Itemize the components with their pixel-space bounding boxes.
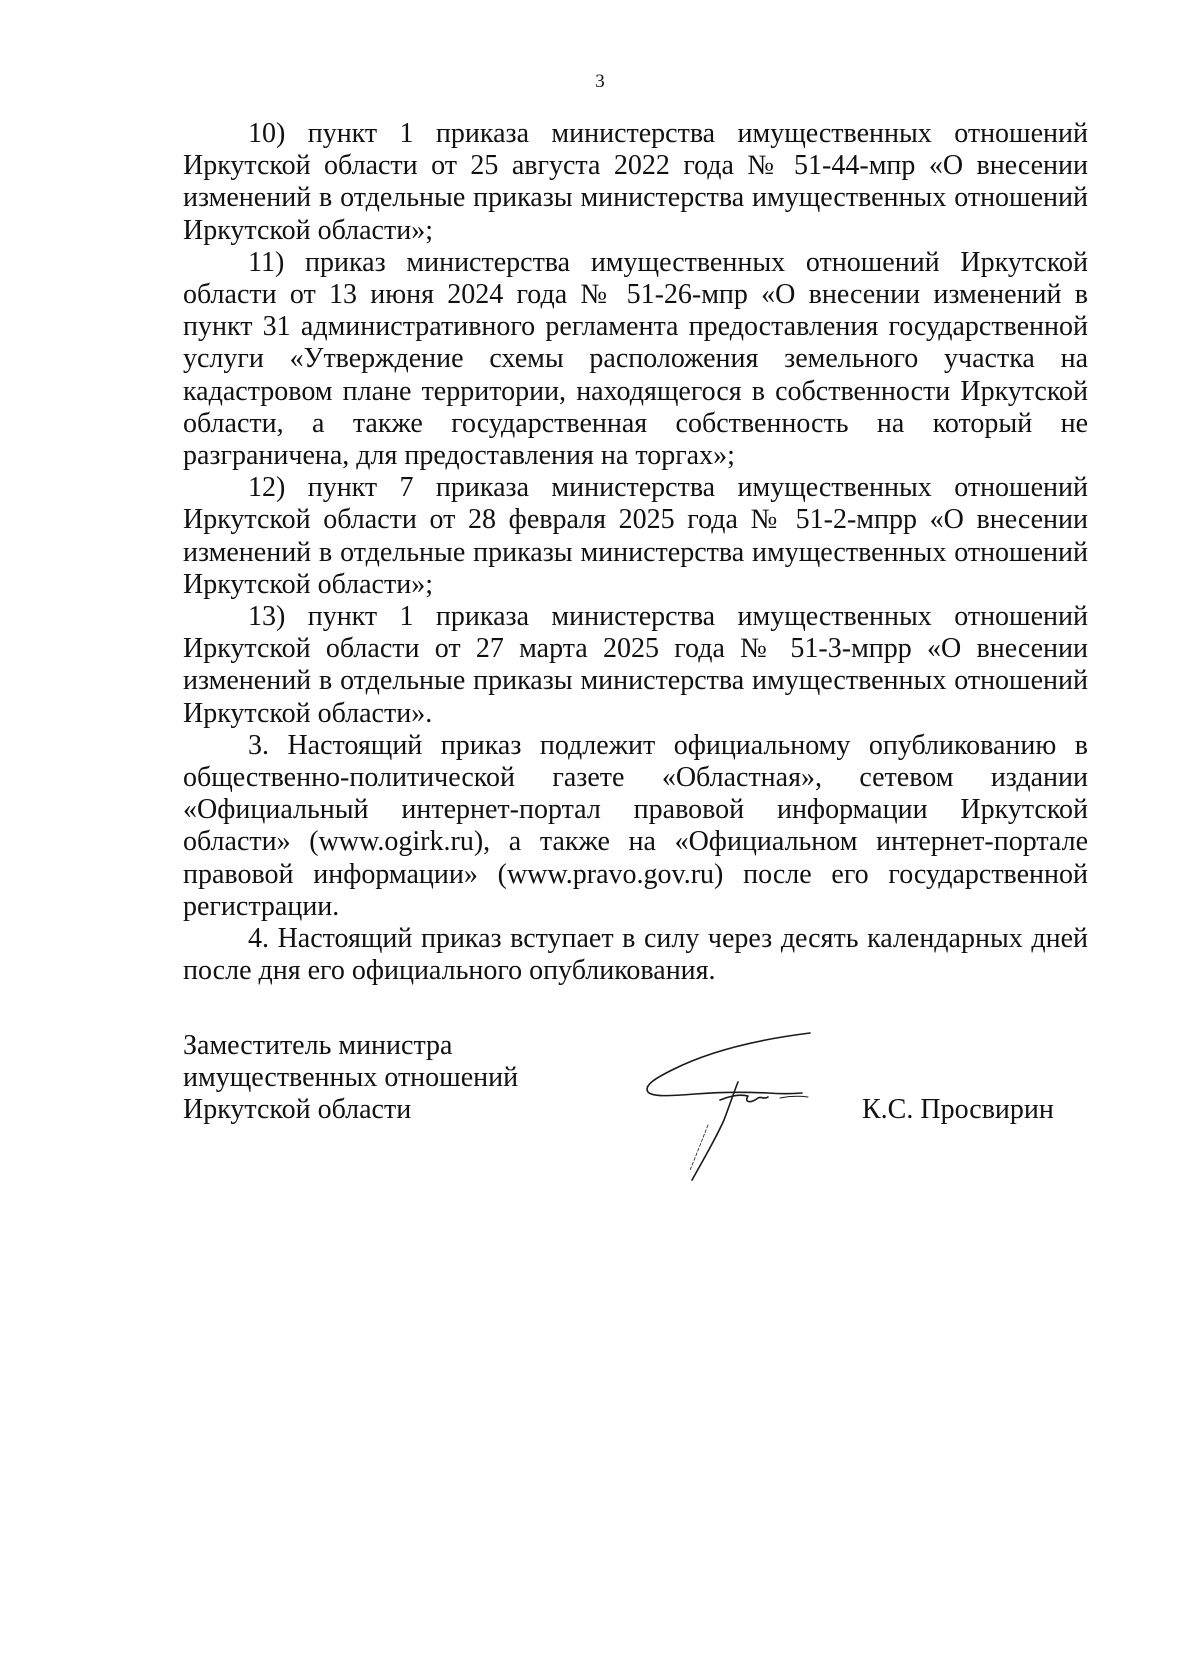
handwritten-signature: [640, 1030, 840, 1190]
clause-4-effective-date: 4. Настоящий приказ вступает в силу через десять календарных дней после дня его официального опубликования.: [183, 923, 1088, 987]
position-line: Заместитель министра: [183, 1030, 453, 1061]
list-item-13: 13) пункт 1 приказа министерства имущественных отношений Иркутской области от 27 марта 2025 года № 51-3-мпрр «О внесении изменений в отдельные приказы министерства имущественных отношений Иркутской области».: [183, 601, 1088, 729]
position-line: Иркутской области: [183, 1094, 412, 1125]
position-line: имущественных отношений: [183, 1062, 519, 1093]
list-item-11: 11) приказ министерства имущественных отношений Иркутской области от 13 июня 2024 года № 51-26-мпр «О внесении изменений в пункт 31 административного регламента предоставления государственной услуги «Утверждение схемы расположения земельного участка на кадастровом плане территории, находящегося в собственности Иркутской области, а также государственная собственность на который не разграничена, для предоставления на торгах»;: [183, 246, 1088, 472]
clause-3-publication: 3. Настоящий приказ подлежит официальному опубликованию в общественно-политической газете «Областная», сетевом издании «Официальный интернет-портал правовой информации Иркутской области» (www.ogirk.ru), а также на «Официальном интернет-портале правовой информации» (www.pravo.gov.ru) после его государственной регистрации.: [183, 729, 1088, 922]
document-body: [183, 118, 1088, 987]
signatory-name: К.С. Просвирин: [862, 1094, 1054, 1125]
signatory-position: [183, 1030, 518, 1126]
page-number: 3: [595, 71, 605, 92]
list-item-10: 10) пункт 1 приказа министерства имущественных отношений Иркутской области от 25 августа 2022 года № 51-44-мпр «О внесении изменений в отдельные приказы министерства имущественных отношений Иркутской области»;: [183, 118, 1088, 246]
list-item-12: 12) пункт 7 приказа министерства имущественных отношений Иркутской области от 28 февраля 2025 года № 51-2-мпрр «О внесении изменений в отдельные приказы министерства имущественных отношений Иркутской области»;: [183, 472, 1088, 600]
